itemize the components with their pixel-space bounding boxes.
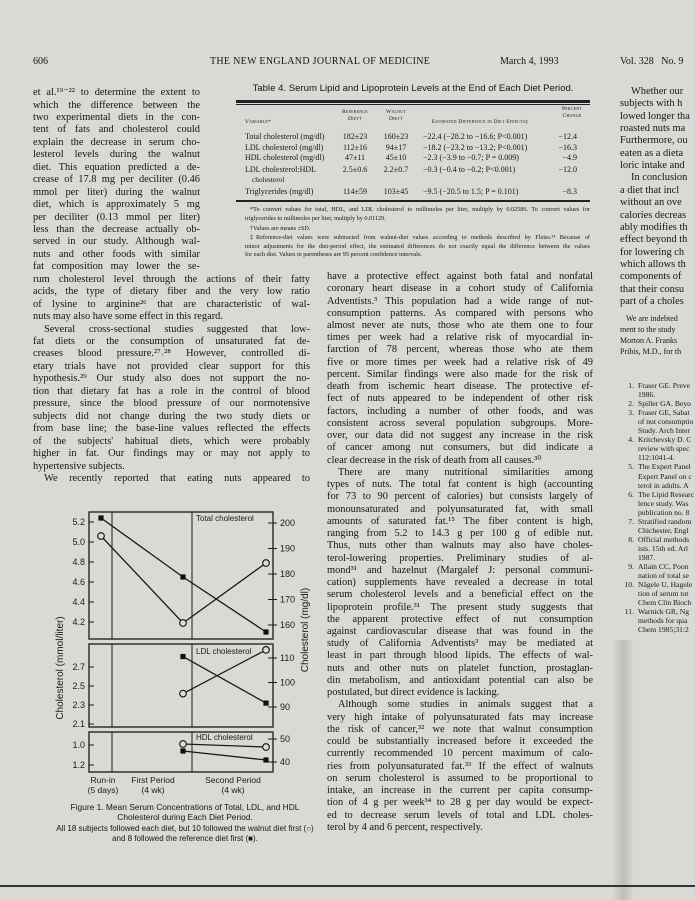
text-line: types of nuts. The total fat content is high (accounting xyxy=(327,479,593,491)
reference-number: 10. xyxy=(624,580,634,590)
reference-text: Warnick GR, Ng xyxy=(638,607,690,617)
text-line: crease of 17.8 mg per deciliter (0.46 xyxy=(33,174,200,186)
text-line: almost never ate nuts, those who ate them one to four xyxy=(327,320,593,331)
cell-walnut: 45±10 xyxy=(385,153,407,162)
x-category-sublabel: (5 days) xyxy=(87,785,119,795)
text-line: hypertensive subjects. xyxy=(33,460,125,472)
text-line: on serum cholesterol is assumed to be proportional to xyxy=(327,772,593,784)
text-line: et al.¹⁹⁻²² to determine the extent to xyxy=(33,87,200,98)
right-tick-label: 90 xyxy=(280,702,291,712)
text-line: clear decrease in the risk of death from all causes.³⁰ xyxy=(327,454,542,466)
y-axis-label-left: Cholesterol (mmol/liter) xyxy=(55,616,66,720)
panel-title: LDL cholesterol xyxy=(196,647,252,656)
cell-percent: −12.4 xyxy=(558,132,577,141)
reference-text: Chem 1985;31:2 xyxy=(638,625,689,635)
text-line: ably modifies th xyxy=(620,221,688,233)
text-line: coronary heart disease in a cohort study of California xyxy=(327,283,593,295)
text-line: per deciliter (0.13 mmol per liter) xyxy=(33,211,200,223)
text-line: of cancer among nut consumers, but did indicate a xyxy=(327,442,593,454)
text-line: explain the decrease in serum cho- xyxy=(33,136,200,148)
volume-number: Vol. 328 No. 9 xyxy=(620,56,684,67)
left-tick-label: 1.2 xyxy=(72,760,85,770)
reference-text: Chem Clin Bioch xyxy=(638,598,692,608)
text-line: two experimental diets in the con- xyxy=(33,111,200,123)
text-line: monounsaturated and polyunsaturated fat, with small xyxy=(327,503,593,515)
table-footnote-line: triglycerides to millimoles per liter, multiply by 0.01129. xyxy=(245,215,386,222)
text-line: nuts and other foods with similar xyxy=(33,248,200,260)
reference-text: The Expert Panel xyxy=(638,462,691,472)
text-line: lesterol levels during the walnut xyxy=(33,149,200,161)
reference-text: The Lipid Researc xyxy=(638,489,695,499)
text-line: ries from polyunsaturated fat.³³ If the effect of walnuts xyxy=(327,760,593,772)
text-line: study of California Adventists³ may be mediated at xyxy=(327,638,593,650)
text-line: times per week had a relative risk of myocardial in- xyxy=(327,332,593,344)
scan-shadow xyxy=(612,640,634,900)
text-line: ranging from 5.2 to 14.3 g per 100 g of edible nut. xyxy=(327,528,593,539)
text-line: could be substantially increased before it exceeded the xyxy=(327,736,593,748)
reference-text: nation of total se xyxy=(638,571,689,580)
text-line: components of xyxy=(620,271,682,283)
left-tick-label: 4.6 xyxy=(72,577,85,587)
reference-text: 112:1041-4. xyxy=(638,453,675,463)
reference-text: Expert Panel on c xyxy=(638,471,692,481)
text-line: subjects with h xyxy=(620,98,683,110)
cell-difference: −0.3 (−0.4 to −0.2; P<0.001) xyxy=(423,165,516,174)
text-line: consumption patterns. As compared with persons who xyxy=(327,307,593,319)
text-line: tion that dietary fat has a role in the control of blood xyxy=(33,385,310,397)
text-line: In conclusion xyxy=(631,172,688,184)
series-line-filled-square xyxy=(183,657,266,704)
text-line: percent. Similar findings were also made for the risk of xyxy=(327,368,593,380)
right-tick-label: 40 xyxy=(280,757,291,767)
series-line-open-circle xyxy=(183,650,266,694)
open-circle-marker xyxy=(263,560,270,567)
cell-percent: −16.3 xyxy=(558,142,577,152)
cell-variable: Triglycerides (mg/dl) xyxy=(245,187,314,196)
text-line: fat diets or the consumption of unsaturated fat de- xyxy=(33,336,310,347)
text-line: effect beyond th xyxy=(620,234,688,246)
cell-reference: 114±59 xyxy=(342,187,368,196)
reference-text: terol in adults. A xyxy=(638,480,689,490)
figure-caption-subtitle: All 18 subjects followed each diet, but 10 followed the walnut diet first (○) and 8 followed the reference diet first (■). xyxy=(56,824,314,843)
text-line: Several cross-sectional studies suggested that low- xyxy=(44,323,310,335)
right-tick-label: 170 xyxy=(280,594,296,605)
reference-number: 3. xyxy=(628,408,634,418)
journal-title: THE NEW ENGLAND JOURNAL OF MEDICINE xyxy=(210,56,431,67)
reference-number: 1. xyxy=(628,381,634,390)
text-line: eaten as a dieta xyxy=(620,147,684,159)
text-line: diet, which is approximately 5 mg xyxy=(33,199,200,211)
text-line: Furthermore, ou xyxy=(620,135,688,147)
text-line: nuts and other nuts on platelet function, prostaglan- xyxy=(327,662,593,674)
right-tick-label: 180 xyxy=(280,569,296,579)
text-line: of lysine to arginine²⁶ that are characteristic of wal- xyxy=(33,298,310,310)
reference-text: 1987. xyxy=(638,553,656,562)
left-tick-label: 2.7 xyxy=(72,662,85,672)
left-tick-label: 1.0 xyxy=(72,740,85,750)
text-line: against cardiovascular disease that was found in the xyxy=(327,626,593,637)
text-line: Thus, nuts other than walnuts may also have choles- xyxy=(327,540,593,552)
reference-text: lence study. Was xyxy=(638,498,689,508)
text-line: din metabolism, and antioxidant potential can also be xyxy=(327,674,593,686)
text-line: higher in fat. Our findings may or may not apply to xyxy=(33,448,310,459)
header-walnut-line1: Walnut xyxy=(385,109,407,115)
table-title: Table 4. Serum Lipid and Lipoprotein Levels at the End of Each Diet Period. xyxy=(252,83,574,94)
table-footnote-line: minor adjustments for the diet-period effect, the estimated differences do not exactly equal the difference between the values xyxy=(245,243,590,250)
cell-reference: 2.5±0.6 xyxy=(342,165,368,174)
text-line: have a protective effect against both fatal and nonfatal xyxy=(327,271,593,282)
right-tick-label: 100 xyxy=(280,677,296,688)
reference-number: 5. xyxy=(628,462,634,472)
reference-text: of nut consumptio xyxy=(638,417,694,427)
cell-walnut: 160±23 xyxy=(383,132,409,141)
text-line: roasted nuts ma xyxy=(620,123,686,134)
reference-text: Nägele U, Hagele xyxy=(638,580,693,590)
text-line: without an ove xyxy=(620,197,682,209)
reference-number: 8. xyxy=(628,534,634,544)
text-line: Whether our xyxy=(631,86,684,97)
text-line: amounts of saturated fat.¹⁵ The fiber content is high, xyxy=(327,515,593,527)
cell-percent: −4.9 xyxy=(562,153,577,162)
text-line: etary trials have not provided clear support for this xyxy=(33,360,310,372)
text-line: farction of 78 percent, whereas those who ate them xyxy=(327,344,593,356)
table-footnote-line: †Values are means ±SD. xyxy=(250,225,311,232)
header-percent-line1: Percent xyxy=(561,106,583,112)
page-number: 606 xyxy=(33,56,48,67)
right-tick-label: 190 xyxy=(280,543,296,554)
text-line: fat composition may lower the se- xyxy=(33,261,200,273)
table-footnote-line: *To convert values for total, HDL, and LDL cholesterol to millimoles per liter, multiply by 0.02586. To convert values for xyxy=(250,206,590,213)
series-line-open-circle xyxy=(183,744,266,747)
text-line: a diet that incl xyxy=(620,184,680,196)
x-category-sublabel: (4 wk) xyxy=(221,785,245,795)
x-category-label: Run-in xyxy=(90,775,116,785)
y-axis-label-right: Cholesterol (mg/dl) xyxy=(300,587,311,673)
text-line: fect of nuts appeared to be independent of other risk xyxy=(327,393,593,405)
panel-title: HDL cholesterol xyxy=(196,733,253,742)
filled-square-marker xyxy=(263,701,268,706)
cell-reference: 182±23 xyxy=(342,132,368,141)
text-line: ed to decrease serum levels of total and LDL choles- xyxy=(327,809,593,821)
text-line: diet. This equation predicted a de- xyxy=(33,161,200,173)
reference-text: Chichester, Engl xyxy=(638,525,689,535)
open-circle-marker xyxy=(263,744,270,751)
text-line: very high intake of polyunsaturated fats may increase xyxy=(327,711,593,723)
left-tick-label: 4.4 xyxy=(72,597,85,607)
series-line-filled-square xyxy=(183,751,266,760)
cell-walnut: 103±45 xyxy=(383,187,409,196)
header-variable: Variable* xyxy=(245,119,271,125)
cell-variable: LDL cholesterol:HDL xyxy=(245,165,317,174)
text-line: rum cholesterol level through the actions of their fatty xyxy=(33,273,310,285)
reference-number: 4. xyxy=(628,435,634,445)
cell-walnut: 94±17 xyxy=(385,142,407,152)
filled-square-marker xyxy=(180,654,185,659)
text-line: currently recommended 10 percent maximum of calo- xyxy=(327,748,593,760)
reference-text: Stratified random xyxy=(638,516,692,526)
text-line: less than the decrease actually ob- xyxy=(33,223,200,235)
acknowledgment-line: We are indebted xyxy=(626,314,678,323)
text-line: which the difference between the xyxy=(33,99,200,111)
text-line: There are many nutritional similarities among xyxy=(338,466,593,478)
text-line: mmol per liter) during the walnut xyxy=(33,186,200,198)
text-line: cation) supplements have revealed a decrease in total xyxy=(327,577,593,588)
text-line: from base line; the base-line values reflected the effects xyxy=(33,423,310,435)
left-tick-label: 2.5 xyxy=(72,681,85,691)
text-line: least in part through blood lipids. The effects of wal- xyxy=(327,650,593,662)
text-line: served in our study. Although wal- xyxy=(33,236,200,248)
text-line: tent of fats and cholesterol could xyxy=(33,124,200,136)
text-line: creases blood pressure.²⁷˒²⁸ However, controlled di- xyxy=(33,348,310,360)
text-line: Adventists.³ This population had a wide range of nut- xyxy=(327,295,593,307)
text-line: factors, including a number of other foods, and was xyxy=(327,405,593,417)
text-line: lipoprotein profile.³¹ The present study suggests that xyxy=(327,601,593,613)
text-line: consistent across several population subgroups. More- xyxy=(327,417,593,429)
open-circle-marker xyxy=(180,741,187,748)
text-line: which allows th xyxy=(620,258,686,270)
left-tick-label: 2.3 xyxy=(72,700,85,710)
reference-text: publication no. 8 xyxy=(638,507,690,517)
cell-difference: −18.2 (−23.2 to −13.2; P<0.001) xyxy=(423,142,528,152)
filled-square-marker xyxy=(98,515,103,520)
text-line: that their consu xyxy=(620,283,685,295)
text-line: the risk of cancer,³² we note that walnut consumption xyxy=(327,723,593,735)
open-circle-marker xyxy=(180,620,187,627)
left-tick-label: 4.8 xyxy=(72,557,85,567)
cell-variable: HDL cholesterol (mg/dl) xyxy=(245,153,325,162)
reference-text: ists. 15th ed. Arl xyxy=(638,543,688,553)
reference-text: Allain CC, Poon xyxy=(638,562,689,571)
header-percent-line2: Change xyxy=(562,112,582,119)
text-line: death from ischemic heart disease. The protective ef- xyxy=(327,381,593,393)
left-tick-label: 5.0 xyxy=(72,537,85,547)
acknowledgment-line: ment to the study xyxy=(620,325,676,334)
text-line: for lowering ch xyxy=(620,246,685,258)
text-line: hypothesis.²⁹ Our study also does not support the no- xyxy=(33,373,310,385)
text-line: mond³¹ and hazelnut (Margalef J: personal communi- xyxy=(327,564,593,576)
reference-text: Study. Arch Inter xyxy=(638,426,691,436)
reference-text: Fraser GE, Sabat xyxy=(638,408,690,418)
reference-text: Kritchevsky D. C xyxy=(638,435,692,445)
cell-reference: 47±11 xyxy=(344,153,366,162)
cell-walnut: 2.2±0.7 xyxy=(383,165,409,174)
acknowledgment-line: Morton A. Franks xyxy=(620,336,678,345)
text-line: acids, the type of dietary fiber and the very low ratio xyxy=(33,286,310,298)
text-line: part of a choles xyxy=(620,295,684,307)
text-line: the apparent protective effect of nut consumption xyxy=(327,613,593,625)
cell-percent: −8.3 xyxy=(562,187,577,196)
left-tick-label: 4.2 xyxy=(72,617,85,627)
filled-square-marker xyxy=(180,574,185,579)
issue-date: March 4, 1993 xyxy=(500,56,559,67)
reference-text: tion of serum tot xyxy=(638,589,689,599)
text-line: terol by 4 and 6 percent, respectively. xyxy=(327,821,483,833)
text-line: calories decreas xyxy=(620,209,687,221)
text-line: tion of 4 g per week³⁴ to 28 g per day would be expect- xyxy=(327,797,593,809)
text-line: pressure, since the blood pressure of our normotensive xyxy=(33,398,310,410)
x-category-sublabel: (4 wk) xyxy=(141,785,165,795)
x-category-label: First Period xyxy=(131,775,175,785)
filled-square-marker xyxy=(180,748,185,753)
text-line: Although some studies in animals suggest that a xyxy=(338,699,593,711)
cell-variable-cont: cholesterol xyxy=(252,175,285,184)
x-category-label: Second Period xyxy=(205,775,261,785)
open-circle-marker xyxy=(98,533,105,540)
figure-caption-title: Figure 1. Mean Serum Concentrations of Total, LDL, and HDL Cholesterol during Each Diet Period. xyxy=(70,802,300,822)
text-line: loric intake and xyxy=(620,160,685,172)
reference-number: 6. xyxy=(628,489,634,499)
text-line: terol-lowering properties. Preliminary studies of al- xyxy=(327,552,593,564)
text-line: subjects did not change during the two study diets or xyxy=(33,410,310,422)
right-tick-label: 160 xyxy=(280,620,296,630)
reference-number: 9. xyxy=(628,562,634,571)
filled-square-marker xyxy=(263,629,268,634)
header-reference-line1: Reference xyxy=(342,109,368,115)
panel-title: Total cholesterol xyxy=(196,514,254,523)
cell-variable: LDL cholesterol (mg/dl) xyxy=(245,142,324,152)
text-line: serum cholesterol levels and a beneficial effect on the xyxy=(327,589,593,601)
acknowledgment-line: Pribis, M.D., for th xyxy=(620,347,682,356)
text-line: for 73 to 90 percent of calories) but consists largely of xyxy=(327,491,593,503)
reference-text: review with spec xyxy=(638,444,690,454)
cell-difference: −22.4 (−28.2 to −16.6; P<0.001) xyxy=(423,132,528,141)
table-footnote-line: for each diet. Values in parentheses are 95 percent confidence intervals. xyxy=(245,251,422,258)
table-footnote-line: ‡Reference-diet values were subtracted from walnut-diet values according to methods described by Fleiss.¹⁴ Because of xyxy=(250,234,590,241)
reference-text: methods for qua xyxy=(638,616,688,626)
page-bottom-edge xyxy=(0,885,695,887)
left-tick-label: 2.1 xyxy=(72,719,85,729)
reference-text: Official methods xyxy=(638,534,690,544)
text-line: nuts may also have some effect in this regard. xyxy=(33,311,223,323)
text-line: We recently reported that eating nuts appeared to xyxy=(44,472,310,484)
text-line: five or more times per week had a relative risk of 49 xyxy=(327,356,593,368)
header-walnut-line2: Diet† xyxy=(388,115,404,122)
header-difference: Estimated Difference in Diet Effects‡ xyxy=(431,119,529,125)
text-line: postulated, but direct evidence is lacking. xyxy=(327,687,500,699)
cell-variable: Total cholesterol (mg/dl) xyxy=(245,132,325,141)
text-line: intake, an increase in the current per capita consump- xyxy=(327,785,593,797)
open-circle-marker xyxy=(263,647,270,654)
reference-number: 11. xyxy=(624,607,634,617)
right-tick-label: 110 xyxy=(280,653,295,663)
reference-text: 1986. xyxy=(638,390,656,400)
cell-difference: −2.3 (−3.9 to −0.7; P = 0.009) xyxy=(423,153,519,162)
reference-number: 2. xyxy=(628,399,634,409)
cell-percent: −12.0 xyxy=(558,165,577,174)
open-circle-marker xyxy=(180,690,187,697)
header-reference-line2: Diet† xyxy=(347,115,363,122)
filled-square-marker xyxy=(263,757,268,762)
text-line: over, our data did not suggest any increase in the risk xyxy=(327,430,593,442)
reference-text: Fraser GE. Preve xyxy=(638,381,691,390)
reference-number: 7. xyxy=(628,516,634,526)
cell-difference: −9.5 (−20.5 to 1.5; P = 0.101) xyxy=(423,187,519,196)
right-tick-label: 50 xyxy=(280,734,291,744)
cell-reference: 112±16 xyxy=(342,142,368,152)
reference-text: Spiller GA. Beyo xyxy=(638,399,691,409)
left-tick-label: 5.2 xyxy=(72,517,85,527)
text-line: of the subjects' habitual diets, which were probably xyxy=(33,435,310,447)
text-line: lowed longer tha xyxy=(620,110,690,122)
right-tick-label: 200 xyxy=(280,518,296,528)
